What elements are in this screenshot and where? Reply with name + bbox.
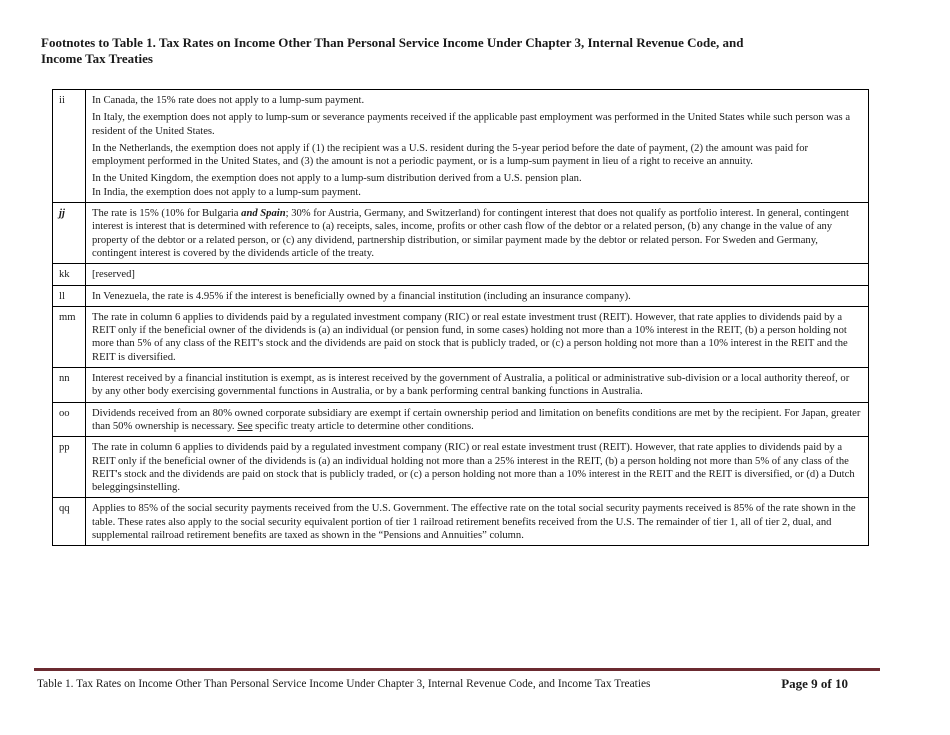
- footnote-text: Interest received by a financial institution is exempt, as is interest received by the government of Australia, a political or administrative sub-division or a local authority thereof, or by any other body exercising governmental functions in Australia, or by a bank performing central banking functions in Australia.: [86, 368, 869, 403]
- footnote-text: [86, 203, 869, 264]
- footnotes-table: [52, 89, 869, 546]
- footnote-row-qq: [53, 498, 869, 546]
- heading-line-1: Footnotes to Table 1. Tax Rates on Income Other Than Personal Service Income Under Chapter 3, Internal Revenue Code, and: [41, 35, 744, 50]
- footnote-key: pp: [53, 437, 86, 498]
- footnote-key: kk: [53, 264, 86, 285]
- footnote-paragraph-canada: In Canada, the 15% rate does not apply to a lump-sum payment.: [92, 95, 365, 106]
- footnote-paragraph-united-kingdom: In the United Kingdom, the exemption does not apply to a lump-sum distribution derived from a U.S. pension plan.: [92, 173, 582, 185]
- footnote-row-mm: [53, 306, 869, 367]
- footnote-paragraph-netherlands: In the Netherlands, the exemption does not apply if (1) the recipient was a U.S. resident during the 5-year period before the date of payment, (2) the amount was paid for employment performed in the United States, and (3) the amount is not a periodic payment, or is a lump-sum payment in lieu of a right to receive an annuity.: [92, 142, 809, 168]
- footnote-key: mm: [53, 306, 86, 367]
- footnote-text-part: Dividends received from an 80% owned corporate subsidiary are exempt if certain ownership period and limitation on benefits conditions are met by the recipient. For Japan, greater than 50% ownership is necessary.: [92, 407, 861, 432]
- footnote-text: The rate in column 6 applies to dividends paid by a regulated investment company (RIC) or real estate investment trust (REIT). However, that rate applies to dividends paid by a REIT only if the beneficial owner of the dividends is (a) an individual holding not more than a 25% interest in the REIT, (b) a person holding not more than 5% of any class of the REIT's stock and the dividends are paid on stock that is publicly traded, or (c) a person holding not more than a 10% interest in the REIT and the REIT is diversified, or (d) a Dutch beleggingsinstelling.: [86, 437, 869, 498]
- footnote-text-part: The rate is 15% (10% for Bulgaria: [92, 208, 242, 220]
- page-number: Page 9 of 10: [781, 676, 848, 691]
- footnote-text: The rate in column 6 applies to dividends paid by a regulated investment company (RIC) or real estate investment trust (REIT). However, that rate applies to dividends paid by a REIT only if the beneficial owner of the dividends is (a) an individual (or pension fund, in some cases) holding not more than a 10% interest in the REIT, (b) a person holding not more than 5% of any class of the REIT's stock and the dividends are paid on stock that is publicly traded, or (c) a person holding not more than a 10% interest in the REIT and the REIT is diversified.: [86, 306, 869, 367]
- footnote-row-pp: [53, 437, 869, 498]
- footnote-row-ii: [53, 90, 869, 203]
- page-heading: [41, 35, 801, 67]
- footnote-paragraph-italy: In Italy, the exemption does not apply to lump-sum or severance payments received if the applicable past employment was performed in the United States while such person was a resident of the United States.: [92, 112, 851, 137]
- footnote-row-nn: [53, 368, 869, 403]
- footnote-text: [86, 402, 869, 437]
- footnote-row-ll: [53, 285, 869, 306]
- footnote-text: Applies to 85% of the social security payments received from the U.S. Government. The effective rate on the total social security payments received is 85% of the rate shown in the table. These rates also apply to the social security equivalent portion of tier 1 railroad retirement benefits received from the U.S. The remainder of tier 1, all of tier 2, dual, and supplemental railroad retirement benefits are taxed as shown in the “Pensions and Annuities” column.: [86, 498, 869, 546]
- footnote-paragraph-india: In India, the exemption does not apply to a lump-sum payment.: [92, 186, 361, 198]
- footnote-emphasis: and Spain: [241, 208, 286, 220]
- footnote-row-oo: [53, 402, 869, 437]
- footnote-text: [reserved]: [86, 264, 869, 285]
- footnote-key: ll: [53, 285, 86, 306]
- footnote-text-part: ; 30% for Austria, Germany, and Switzerland) for contingent interest that does not qualify as portfolio interest. In general, contingent interest is interest that is determined with reference to (a) receipts, sales, income, profits or other cash flow of the debtor or a related person, (b) any change in the value of any property of the debtor or a related person, or (c) any dividend, partnership distribution, or similar payment made by the debtor or related person. For Sweden and Germany, contingent interest is covered by the dividends article of the treaty.: [92, 208, 849, 259]
- footnote-key: ii: [53, 90, 86, 203]
- footnote-text: [86, 90, 869, 203]
- see-reference-link: See: [237, 420, 253, 432]
- footnote-key: nn: [53, 368, 86, 403]
- footnote-row-kk: [53, 264, 869, 285]
- footnote-text-part: specific treaty article to determine other conditions.: [252, 420, 474, 432]
- footnote-text: In Venezuela, the rate is 4.95% if the interest is beneficially owned by a financial institution (including an insurance company).: [86, 285, 869, 306]
- footnote-key: jj: [53, 203, 86, 264]
- footnote-key: qq: [53, 498, 86, 546]
- footer-divider: [34, 668, 880, 671]
- footer-title: Table 1. Tax Rates on Income Other Than Personal Service Income Under Chapter 3, Internal Revenue Code, and Income Tax Treaties: [37, 678, 651, 690]
- footnote-key: oo: [53, 402, 86, 437]
- footnote-row-jj: [53, 203, 869, 264]
- heading-line-2: Income Tax Treaties: [41, 51, 153, 66]
